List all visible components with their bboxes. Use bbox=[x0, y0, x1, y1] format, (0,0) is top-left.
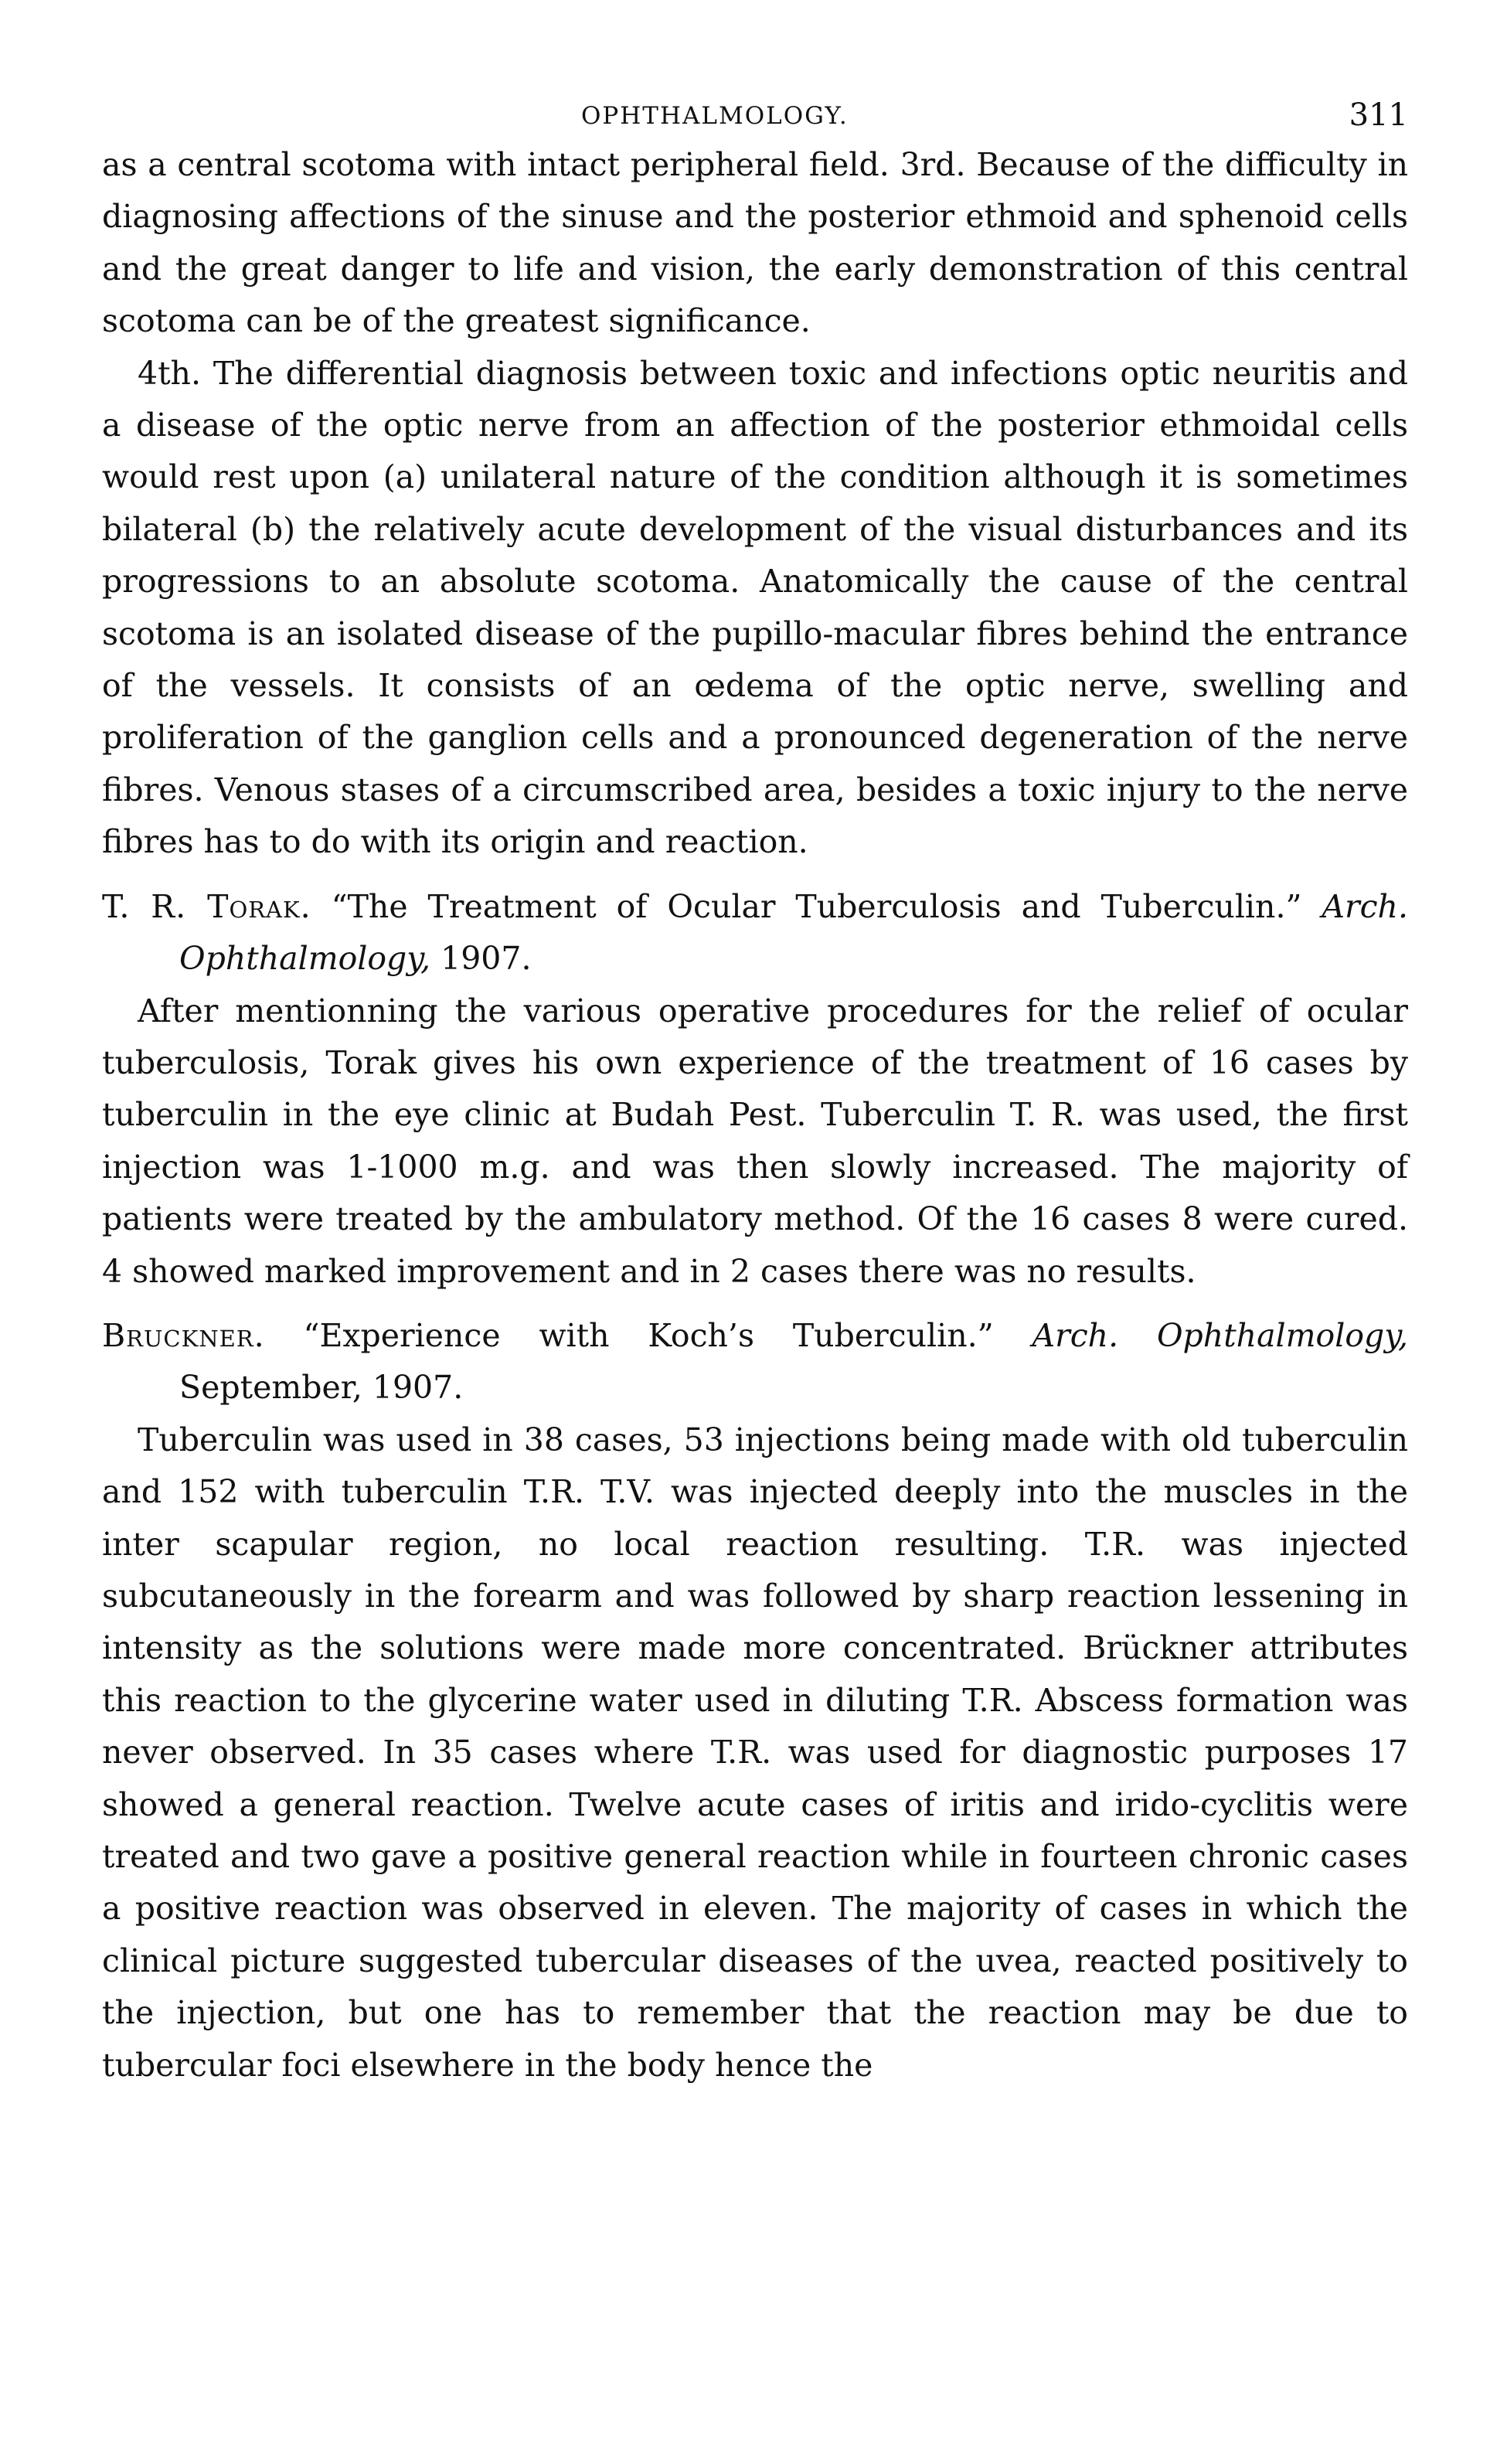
body-paragraph-3: After mentionning the various operative procedures for the relief of ocular tuberculosis, Torak gives his own experience of the treatment of 16 cases by tuberculin in the eye clinic at Budah Pest. Tuberculin T. R. was used, the first injection was 1-1000 m.g. and was then slowly increased. The majority of patients were treated by the ambulatory method. Of the 16 cases 8 were cured. 4 showed marked improvement and in 2 cases there was no results. bbox=[102, 992, 1408, 1290]
running-title: OPHTHALMOLOGY. bbox=[581, 102, 849, 130]
body-paragraph-1: as a central scotoma with intact peripheral field. 3rd. Because of the difficulty in diagnosing affections of the sinuse and the posterior ethmoid and sphenoid cells and the great danger to life and vision, the early demonstration of this central scotoma can be of the greatest significance. bbox=[102, 146, 1408, 340]
citation-journal: Arch. Ophthalmology, bbox=[179, 887, 1408, 978]
citation-bruckner bbox=[102, 1310, 1408, 1414]
citation-author: Bruckner. bbox=[102, 1316, 265, 1354]
citation-title: “The Treatment of Ocular Tuberculosis and Tuberculin.” bbox=[331, 887, 1302, 925]
page-number: 311 bbox=[1349, 97, 1408, 133]
citation-year: September, 1907. bbox=[179, 1369, 464, 1407]
running-header bbox=[102, 93, 1408, 139]
body-paragraph-4: Tuberculin was used in 38 cases, 53 injections being made with old tuberculin and 152 with tuberculin T.R. T.V. was injected deeply into the muscles in the inter scapular region, no local reaction resulting. T.R. was injected subcutaneously in the forearm and was followed by sharp reaction lessening in intensity as the solutions were made more concentrated. Brückner attributes this reaction to the glycerine water used in diluting T.R. Abscess formation was never observed. In 35 cases where T.R. was used for diagnostic purposes 17 showed a general reaction. Twelve acute cases of iritis and irido-cyclitis were treated and two gave a positive general reaction while in fourteen chronic cases a positive reaction was observed in eleven. The majority of cases in which the clinical picture suggested tubercular diseases of the uvea, reacted positively to the injection, but one has to remember that the reaction may be due to tubercular foci elsewhere in the body hence the bbox=[102, 1421, 1408, 2084]
spacer bbox=[102, 869, 1408, 875]
page bbox=[102, 93, 1408, 2091]
body-paragraph-2: 4th. The differential diagnosis between toxic and infections optic neuritis and a disease of the optic nerve from an affection of the posterior ethmoidal cells would rest upon (a) unilateral nature of the condition although it is sometimes bilateral (b) the relatively acute development of the visual disturbances and its progressions to an absolute scotoma. Anatomically the cause of the central scotoma is an isolated disease of the pupillo-macular fibres behind the entrance of the vessels. It consists of an œdema of the optic nerve, swelling and proliferation of the ganglion cells and a pronounced degeneration of the nerve fibres. Venous stases of a circumscribed area, besides a toxic injury to the nerve fibres has to do with its origin and reaction. bbox=[102, 354, 1408, 861]
citation-title: “Experience with Koch’s Tuberculin.” bbox=[303, 1316, 994, 1354]
citation-year: 1907. bbox=[441, 940, 532, 978]
spacer bbox=[102, 1298, 1408, 1304]
citation-author: T. R. Torak. bbox=[102, 887, 311, 925]
citation-journal: Arch. Ophthalmology, bbox=[1032, 1316, 1408, 1354]
citation-torak bbox=[102, 881, 1408, 985]
